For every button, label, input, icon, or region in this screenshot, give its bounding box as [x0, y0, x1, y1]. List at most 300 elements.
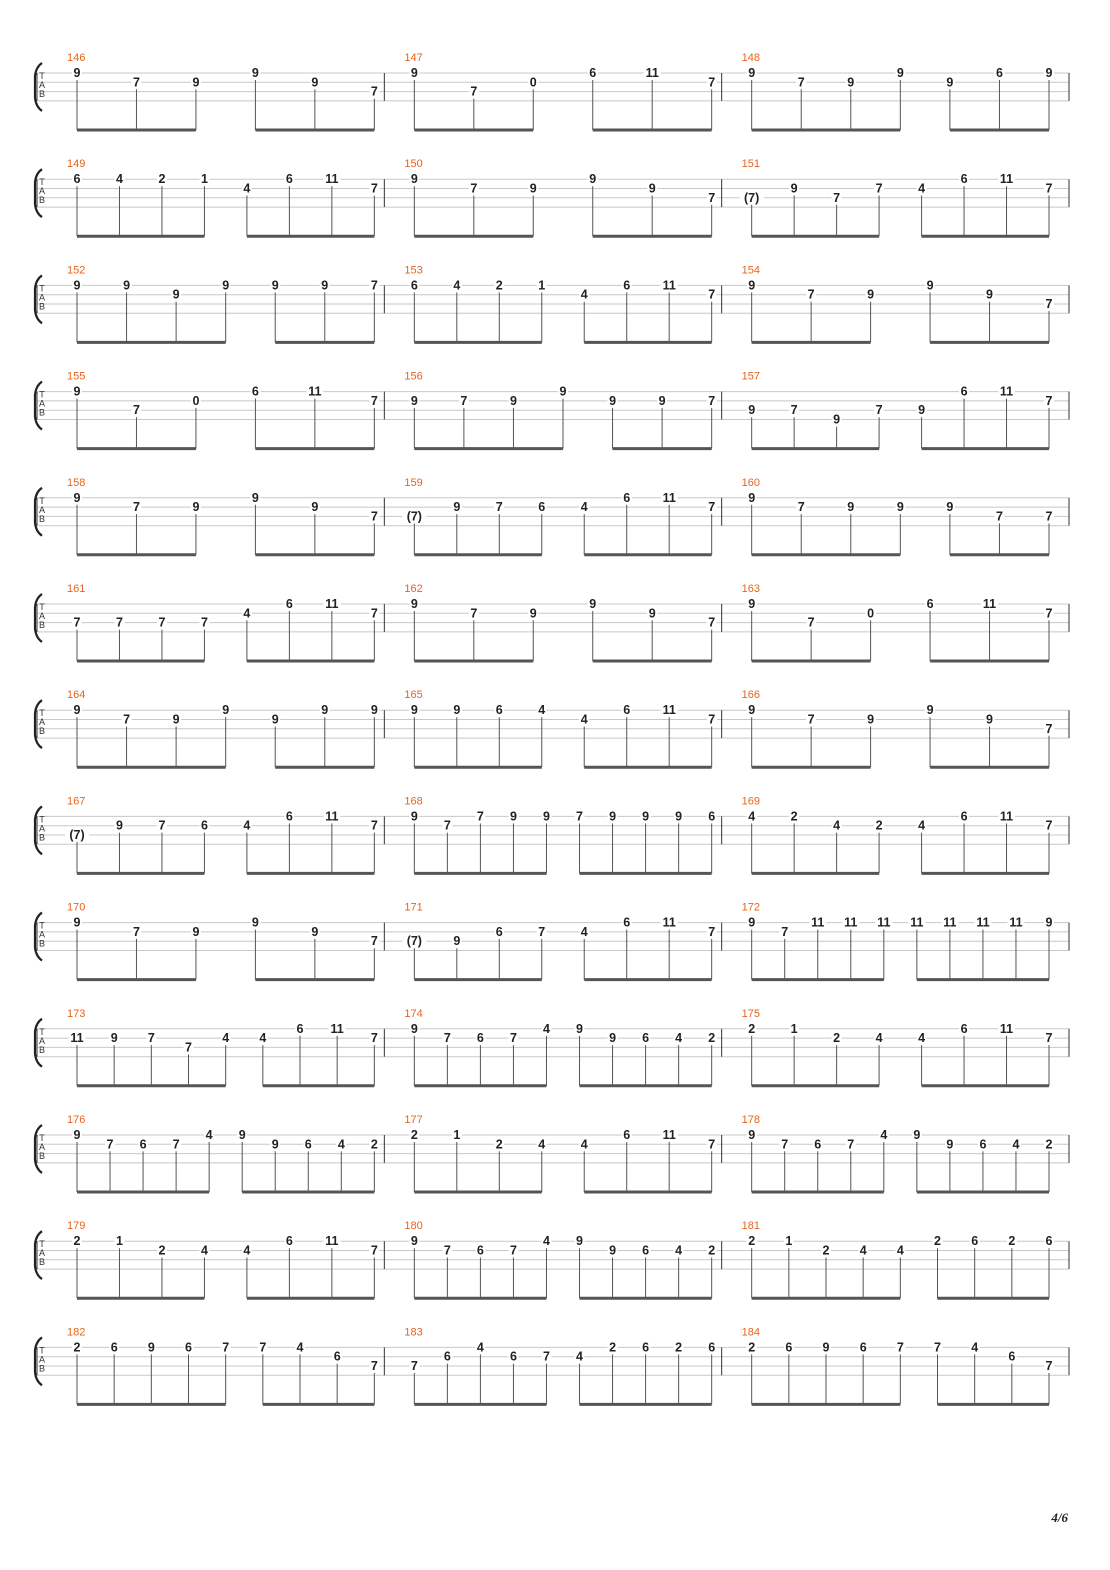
fret-number: 9 [946, 1137, 954, 1152]
tab-clef-letter: B [38, 1151, 46, 1161]
fret-number: 9 [748, 490, 756, 505]
measure-number: 180 [404, 1220, 423, 1233]
fret-number: 9 [609, 393, 617, 408]
tab-clef-letter: A [38, 1354, 46, 1365]
measure-number: 159 [404, 476, 423, 489]
fret-number: 9 [529, 181, 537, 196]
fret-number: 6 [708, 1340, 716, 1355]
fret-number: 6 [642, 1243, 650, 1258]
tab-clef-letter: A [38, 611, 46, 621]
fret-number: 4 [580, 287, 588, 302]
fret-number: 9 [251, 66, 259, 80]
fret-number: 9 [311, 924, 319, 939]
fret-number: 2 [934, 1234, 941, 1249]
fret-number: 6 [960, 1021, 968, 1036]
fret-number: 1 [115, 1234, 123, 1249]
measure-number: 165 [404, 689, 423, 702]
tab-clef-letter: A [38, 1035, 46, 1046]
fret-number: 9 [271, 712, 279, 727]
fret-number: 4 [580, 924, 588, 939]
measure-number: 174 [404, 1007, 423, 1020]
fret-number: 4 [543, 1234, 550, 1249]
fret-number: 9 [410, 597, 418, 611]
measure-number: 171 [404, 901, 423, 914]
fret-number: 9 [609, 809, 617, 824]
tab-clef-letter: T [39, 283, 45, 294]
fret-number: 6 [623, 915, 631, 930]
fret-number: 2 [708, 1243, 716, 1258]
fret-number: 7 [158, 818, 166, 833]
fret-number: 6 [960, 384, 968, 399]
fret-number: 9 [748, 1128, 756, 1142]
fret-number: 7 [1045, 1031, 1053, 1046]
tab-clef-letter: B [38, 195, 46, 206]
measure-number: 177 [404, 1114, 423, 1126]
fret-number: 4 [971, 1340, 979, 1355]
fret-number: 7 [147, 1031, 155, 1046]
fret-number: 6 [623, 1128, 631, 1142]
fret-number: 6 [1008, 1349, 1016, 1364]
fret-number: 11 [976, 915, 990, 930]
fret-number: 9 [658, 393, 666, 408]
fret-number: 7 [708, 924, 716, 939]
fret-number: 7 [259, 1340, 267, 1355]
fret-number: 6 [285, 597, 293, 611]
tab-clef-letter: A [38, 186, 46, 197]
fret-number: 2 [495, 278, 503, 293]
fret-number: 9 [410, 703, 418, 718]
fret-number: 9 [559, 384, 567, 399]
fret-number: 7 [370, 818, 378, 833]
fret-number: 11 [999, 809, 1014, 824]
fret-number: 11 [943, 915, 957, 930]
fret-number: 2 [609, 1340, 617, 1355]
fret-number: 7 [708, 190, 716, 205]
fret-number: 1 [453, 1128, 461, 1142]
fret-number: 2 [158, 1243, 166, 1258]
fret-number: 11 [662, 490, 676, 505]
tab-clef-letter: B [38, 1257, 46, 1268]
measure-number: 179 [67, 1220, 86, 1233]
fret-number: 4 [243, 818, 251, 833]
fret-number: 6 [443, 1349, 451, 1364]
fret-number: 9 [748, 703, 756, 718]
fret-number: 7 [708, 393, 716, 408]
fret-number: 9 [321, 703, 329, 718]
tab-clef-letter: T [39, 602, 45, 612]
fret-number: 7 [470, 84, 478, 99]
fret-number: 7 [370, 84, 378, 99]
fret-number: 7 [1045, 1359, 1053, 1373]
measure-number: 155 [67, 370, 86, 383]
fret-number: 6 [333, 1349, 341, 1364]
measure-number: 152 [67, 264, 86, 277]
fret-number: 7 [509, 1031, 517, 1046]
fret-number: 7 [172, 1137, 180, 1152]
fret-number: 7 [708, 287, 716, 302]
fret-number: 9 [192, 924, 200, 939]
fret-number: 7 [132, 500, 140, 515]
fret-number: 9 [271, 278, 279, 293]
fret-number: 9 [1045, 66, 1053, 80]
tab-clef-letter: T [39, 177, 45, 188]
fret-number: 0 [192, 393, 200, 408]
fret-number: 9 [896, 66, 904, 80]
fret-number: 7 [106, 1137, 114, 1152]
fret-number: 9 [790, 181, 798, 196]
tab-clef-letter: B [38, 513, 46, 524]
fret-number: 6 [200, 818, 208, 833]
fret-number: 2 [822, 1243, 830, 1258]
fret-number: 7 [132, 75, 140, 90]
fret-number: 4 [453, 278, 461, 293]
fret-number: 6 [642, 1340, 650, 1355]
measure-number: 182 [67, 1326, 86, 1339]
fret-number: 9 [222, 278, 230, 293]
tab-clef-letter: B [38, 1044, 46, 1055]
fret-number: 9 [847, 75, 855, 90]
fret-number: 9 [589, 172, 597, 187]
fret-number: 7 [370, 181, 378, 196]
tab-clef-letter: A [38, 292, 46, 303]
fret-number: 11 [999, 1021, 1014, 1036]
fret-number: 9 [453, 934, 461, 949]
fret-number: 7 [1045, 297, 1053, 311]
fret-number: 9 [867, 712, 875, 727]
fret-number: 9 [172, 712, 180, 727]
fret-number: 9 [410, 66, 418, 80]
measure-number: 151 [741, 158, 761, 171]
measure-number: 148 [741, 52, 761, 64]
fret-number: 9 [251, 490, 259, 505]
fret-number: 9 [529, 606, 537, 621]
fret-number: 4 [675, 1031, 683, 1046]
fret-number: 7 [73, 615, 81, 630]
fret-number: 9 [748, 66, 756, 80]
fret-number: (7) [744, 190, 760, 205]
fret-number: 9 [410, 393, 418, 408]
fret-number: 9 [748, 915, 756, 930]
fret-number: 9 [410, 1234, 418, 1249]
fret-number: 6 [538, 500, 546, 515]
fret-number: 1 [790, 1021, 798, 1036]
tab-clef-letter: T [39, 814, 45, 825]
fret-number: 7 [460, 393, 468, 408]
fret-number: 7 [370, 393, 378, 408]
fret-number: 7 [132, 403, 140, 418]
fret-number: 6 [1045, 1234, 1053, 1249]
fret-number: 9 [73, 384, 81, 399]
fret-number: 4 [580, 1137, 588, 1152]
tab-clef-letter: T [39, 389, 45, 400]
fret-number: 9 [847, 500, 855, 515]
fret-number: 11 [662, 915, 676, 930]
fret-number: 4 [115, 172, 123, 187]
fret-number: 9 [609, 1031, 617, 1046]
measure-number: 160 [741, 476, 761, 489]
measure-number: 163 [741, 583, 761, 595]
fret-number: 6 [304, 1137, 312, 1152]
measure-number: 175 [741, 1007, 761, 1020]
tab-clef-letter: B [38, 726, 46, 737]
fret-number: 9 [73, 278, 81, 293]
tab-clef-letter: A [38, 929, 46, 940]
measure-number: 184 [741, 1326, 761, 1339]
tab-clef-letter: A [38, 1248, 46, 1259]
fret-number: 7 [185, 1040, 192, 1055]
fret-number: 7 [576, 809, 583, 824]
fret-number: 4 [538, 1137, 546, 1152]
fret-number: 7 [509, 1243, 517, 1258]
fret-number: 7 [807, 615, 815, 630]
fret-number: 11 [844, 915, 858, 930]
fret-number: 9 [748, 597, 756, 611]
fret-number: 7 [807, 287, 815, 302]
tab-clef-letter: T [39, 1133, 45, 1143]
fret-number: 4 [296, 1340, 304, 1355]
fret-number: 6 [139, 1137, 147, 1152]
fret-number: 2 [833, 1031, 841, 1046]
measure-number: 166 [741, 689, 761, 702]
tab-clef-letter: A [38, 717, 46, 728]
fret-number: 1 [200, 172, 208, 187]
fret-number: 7 [934, 1340, 941, 1355]
fret-number: 4 [896, 1243, 904, 1258]
fret-number: 9 [192, 75, 200, 90]
fret-number: 9 [73, 703, 81, 718]
measure-number: 178 [741, 1114, 761, 1126]
fret-number: 2 [410, 1128, 418, 1142]
fret-number: 7 [543, 1349, 550, 1364]
fret-number: 6 [73, 172, 81, 187]
fret-number: 9 [311, 75, 319, 90]
fret-number: 2 [1008, 1234, 1016, 1249]
fret-number: 2 [708, 1031, 716, 1046]
fret-number: 7 [443, 818, 451, 833]
fret-number: 9 [147, 1340, 155, 1355]
fret-number: 4 [243, 181, 251, 196]
fret-number: 11 [308, 384, 322, 399]
fret-number: 9 [1045, 915, 1053, 930]
measure-number: 162 [404, 583, 423, 595]
fret-number: 6 [979, 1137, 987, 1152]
fret-number: 11 [811, 915, 825, 930]
tab-clef-letter: B [38, 832, 46, 843]
fret-number: 7 [781, 924, 789, 939]
fret-number: 2 [370, 1137, 378, 1152]
fret-number: 9 [123, 278, 131, 293]
fret-number: 11 [999, 172, 1014, 187]
fret-number: 9 [271, 1137, 279, 1152]
measure-number: 156 [404, 370, 423, 383]
fret-number: 1 [785, 1234, 793, 1249]
fret-number: 7 [370, 606, 378, 621]
fret-number: 9 [589, 597, 597, 611]
tab-clef-letter: B [38, 89, 46, 99]
measure-number: 170 [67, 901, 86, 914]
fret-number: 2 [748, 1021, 756, 1036]
measure-number: 146 [67, 52, 86, 64]
fret-number: 6 [995, 66, 1003, 80]
fret-number: 4 [580, 500, 588, 515]
fret-number: 6 [509, 1349, 517, 1364]
fret-number: 4 [543, 1021, 550, 1036]
fret-number: 6 [623, 278, 631, 293]
fret-number: 6 [410, 278, 418, 293]
fret-number: 9 [576, 1021, 583, 1036]
fret-number: 7 [847, 1137, 855, 1152]
fret-number: 7 [370, 1031, 378, 1046]
fret-number: 2 [748, 1234, 756, 1249]
tab-clef-letter: A [38, 80, 46, 90]
fret-number: 9 [748, 278, 756, 293]
tab-clef-letter: T [39, 495, 45, 506]
fret-number: 11 [662, 278, 676, 293]
fret-number: 7 [875, 181, 883, 196]
fret-number: 4 [580, 712, 588, 727]
fret-number: (7) [69, 828, 85, 842]
fret-number: 6 [960, 809, 968, 824]
fret-number: 9 [986, 287, 994, 302]
fret-number: 4 [859, 1243, 867, 1258]
fret-number: 6 [859, 1340, 867, 1355]
measure-number: 157 [741, 370, 761, 383]
fret-number: 4 [243, 1243, 251, 1258]
fret-number: 7 [807, 712, 815, 727]
measure-number: 147 [404, 52, 423, 64]
tab-clef-letter: B [38, 1363, 46, 1374]
fret-number: 6 [814, 1137, 822, 1152]
fret-number: 7 [538, 924, 546, 939]
fret-number: 7 [790, 403, 798, 418]
fret-number: 4 [538, 703, 546, 718]
fret-number: 9 [675, 809, 683, 824]
fret-number: 9 [833, 412, 841, 427]
fret-number: 11 [999, 384, 1014, 399]
fret-number: 7 [123, 712, 131, 727]
fret-number: 7 [781, 1137, 789, 1152]
fret-number: 9 [172, 287, 180, 302]
fret-number: 9 [648, 181, 656, 196]
fret-number: 6 [926, 597, 934, 611]
fret-number: 6 [185, 1340, 192, 1355]
fret-number: 9 [642, 809, 650, 824]
tab-clef-letter: B [38, 301, 46, 312]
fret-number: 4 [918, 181, 926, 196]
measure-number: 150 [404, 158, 423, 171]
fret-number: 6 [251, 384, 259, 399]
fret-number: 2 [158, 172, 166, 187]
fret-number: 6 [110, 1340, 118, 1355]
measure-number: 149 [67, 158, 86, 171]
fret-number: 11 [325, 172, 339, 187]
fret-number: 7 [708, 500, 716, 515]
fret-number: 6 [623, 703, 631, 718]
fret-number: 7 [115, 615, 123, 630]
page-number: 4/6 [1051, 1510, 1068, 1525]
fret-number: 7 [370, 509, 378, 524]
fret-number: 7 [476, 809, 484, 824]
fret-number: 9 [370, 703, 378, 718]
fret-number: 4 [476, 1340, 484, 1355]
fret-number: 11 [662, 1128, 676, 1142]
fret-number: 9 [73, 1128, 81, 1142]
fret-number: 9 [453, 703, 461, 718]
fret-number: 4 [918, 1031, 926, 1046]
fret-number: 9 [192, 500, 200, 515]
fret-number: 6 [285, 1234, 293, 1249]
fret-number: 4 [675, 1243, 683, 1258]
tab-clef-letter: A [38, 1142, 46, 1152]
fret-number: 9 [73, 490, 81, 505]
fret-number: 2 [1045, 1137, 1053, 1152]
tab-clef-letter: T [39, 1026, 45, 1037]
fret-number: 7 [370, 1359, 378, 1373]
measure-number: 173 [67, 1007, 86, 1020]
fret-number: 7 [896, 1340, 904, 1355]
fret-number: (7) [406, 934, 422, 949]
fret-number: 7 [1045, 721, 1053, 736]
fret-number: 4 [576, 1349, 583, 1364]
tab-clef-letter: T [39, 708, 45, 719]
fret-number: 2 [748, 1340, 756, 1355]
fret-number: 6 [476, 1031, 484, 1046]
fret-number: 9 [918, 403, 926, 418]
fret-number: 7 [797, 75, 805, 90]
fret-number: 6 [476, 1243, 484, 1258]
fret-number: 1 [538, 278, 546, 293]
fret-number: 9 [926, 703, 934, 718]
tab-clef-letter: T [39, 71, 45, 81]
fret-number: 7 [708, 712, 716, 727]
fret-number: 4 [918, 818, 926, 833]
fret-number: 9 [946, 75, 954, 90]
fret-number: 9 [73, 915, 81, 930]
measure-number: 181 [741, 1220, 761, 1233]
measure-number: 158 [67, 476, 86, 489]
fret-number: 6 [785, 1340, 793, 1355]
fret-number: 6 [971, 1234, 979, 1249]
measure-number: 153 [404, 264, 423, 277]
fret-number: 4 [205, 1128, 213, 1142]
fret-number: 2 [73, 1340, 81, 1355]
fret-number: 6 [623, 490, 631, 505]
measure-number: 164 [67, 689, 86, 702]
tab-clef-letter: A [38, 823, 46, 834]
fret-number: 11 [662, 703, 676, 718]
fret-number: 9 [748, 403, 756, 418]
fret-number: 4 [337, 1137, 345, 1152]
fret-number: 7 [1045, 181, 1053, 196]
fret-number: 6 [495, 703, 503, 718]
fret-number: 9 [509, 393, 517, 408]
fret-number: 11 [877, 915, 891, 930]
fret-number: 9 [410, 172, 418, 187]
fret-number: 6 [296, 1021, 304, 1036]
fret-number: 7 [443, 1031, 451, 1046]
fret-number: 0 [529, 75, 537, 90]
fret-number: 7 [708, 615, 716, 630]
fret-number: 9 [986, 712, 994, 727]
fret-number: 4 [833, 818, 841, 833]
fret-number: 4 [243, 606, 251, 621]
fret-number: 11 [645, 66, 659, 80]
fret-number: 11 [982, 597, 997, 611]
fret-number: 6 [495, 924, 503, 939]
fret-number: 7 [1045, 509, 1053, 524]
fret-number: 9 [410, 1021, 418, 1036]
fret-number: 7 [370, 934, 378, 949]
